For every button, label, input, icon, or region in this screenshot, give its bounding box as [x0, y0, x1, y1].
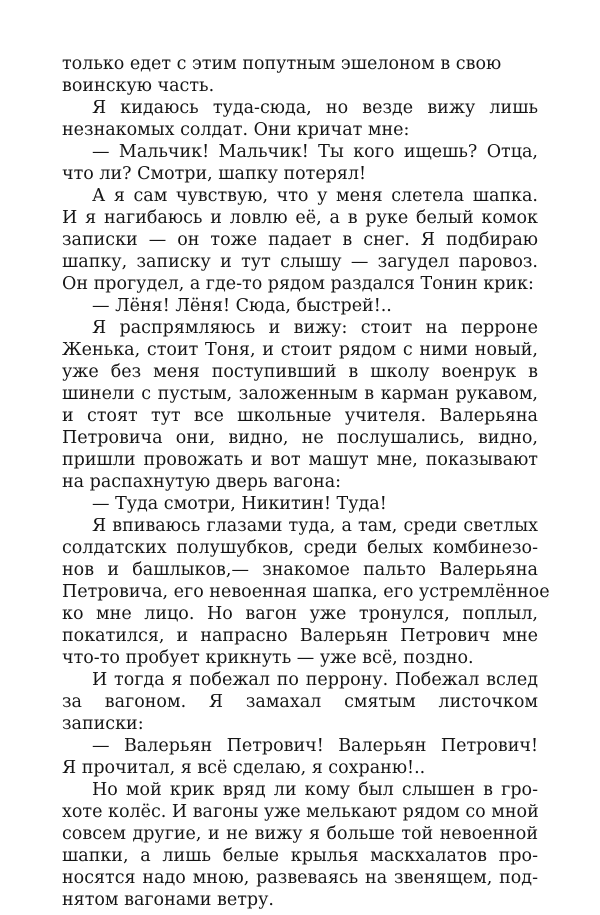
text-line: хоте колёс. И вагоны уже мелькают рядом со мной [62, 802, 539, 822]
text-line: воинскую часть. [62, 76, 215, 96]
text-line: — Мальчик! Мальчик! Ты кого ищешь? Отца, [92, 142, 538, 162]
text-line: — Туда смотри, Никитин! Туда! [92, 494, 387, 514]
text-line: только едет с этим попутным эшелоном в свою [62, 54, 502, 74]
text-line: нов и башлыков,— знакомое пальто Валерьяна [62, 560, 538, 580]
text-line: Я кидаюсь туда-сюда, но везде вижу лишь [92, 98, 538, 118]
text-line: Он прогудел, а где-то рядом раздался Тонин крик: [62, 274, 534, 294]
text-line: Петровича, его невоенная шапка, его устремлённое [62, 582, 550, 602]
text-line: Петровича они, видно, не послушались, видно, [62, 428, 538, 448]
text-line: А я сам чувствую, что у меня слетела шапка. [92, 186, 538, 206]
text-line: записки: [62, 714, 144, 734]
text-line: уже без меня поступивший в школу военрук в [62, 362, 538, 382]
text-line: незнакомых солдат. Они кричат мне: [62, 120, 410, 140]
text-line: шинели с пустым, заложенным в карман рукавом, [62, 384, 538, 404]
text-line: Я впиваюсь глазами туда, а там, среди светлых [92, 516, 538, 536]
text-line: что ли? Смотри, шапку потерял! [62, 164, 367, 184]
text-line: Но мой крик вряд ли кому был слышен в гро- [92, 780, 538, 800]
text-line: — Лёня! Лёня! Сюда, быстрей!.. [92, 296, 392, 316]
text-line: совсем другие, и не вижу я больше той невоенной [62, 824, 538, 844]
text-line: И я нагибаюсь и ловлю её, а в руке белый комок [62, 208, 538, 228]
text-line: нятом вагонами ветру. [62, 890, 274, 910]
text-line: носятся надо мною, развеваясь на звенящем, под- [62, 868, 538, 888]
text-line: Я прочитал, я всё сделаю, я сохраню!.. [62, 758, 426, 778]
text-line: записки — он тоже падает в снег. Я подбираю [62, 230, 538, 250]
text-line: солдатских полушубков, среди белых комбинезо- [62, 538, 538, 558]
text-line: пришли провожать и вот машут мне, показывают [62, 450, 538, 470]
text-line: шапку, записку и тут слышу — загудел паровоз. [62, 252, 538, 272]
text-line: ко мне лицо. Но вагон уже тронулся, поплыл, [62, 604, 538, 624]
text-line: — Валерьян Петрович! Валерьян Петрович! [92, 736, 538, 756]
text-line: и стоят тут все школьные учителя. Валерьяна [62, 406, 538, 426]
text-line: шапки, а лишь белые крылья маскхалатов про- [62, 846, 538, 866]
text-line: на распахнутую дверь вагона: [62, 472, 342, 492]
text-line: И тогда я побежал по перрону. Побежал вслед [92, 670, 538, 690]
text-line: покатился, и напрасно Валерьян Петрович мне [62, 626, 538, 646]
text-line: Женька, стоит Тоня, и стоит рядом с ними новый, [62, 340, 538, 360]
text-line: что-то пробует крикнуть — уже всё, поздно. [62, 648, 474, 668]
text-line: Я распрямляюсь и вижу: стоит на перроне [92, 318, 538, 338]
text-line: за вагоном. Я замахал смятым листочком [62, 692, 538, 712]
